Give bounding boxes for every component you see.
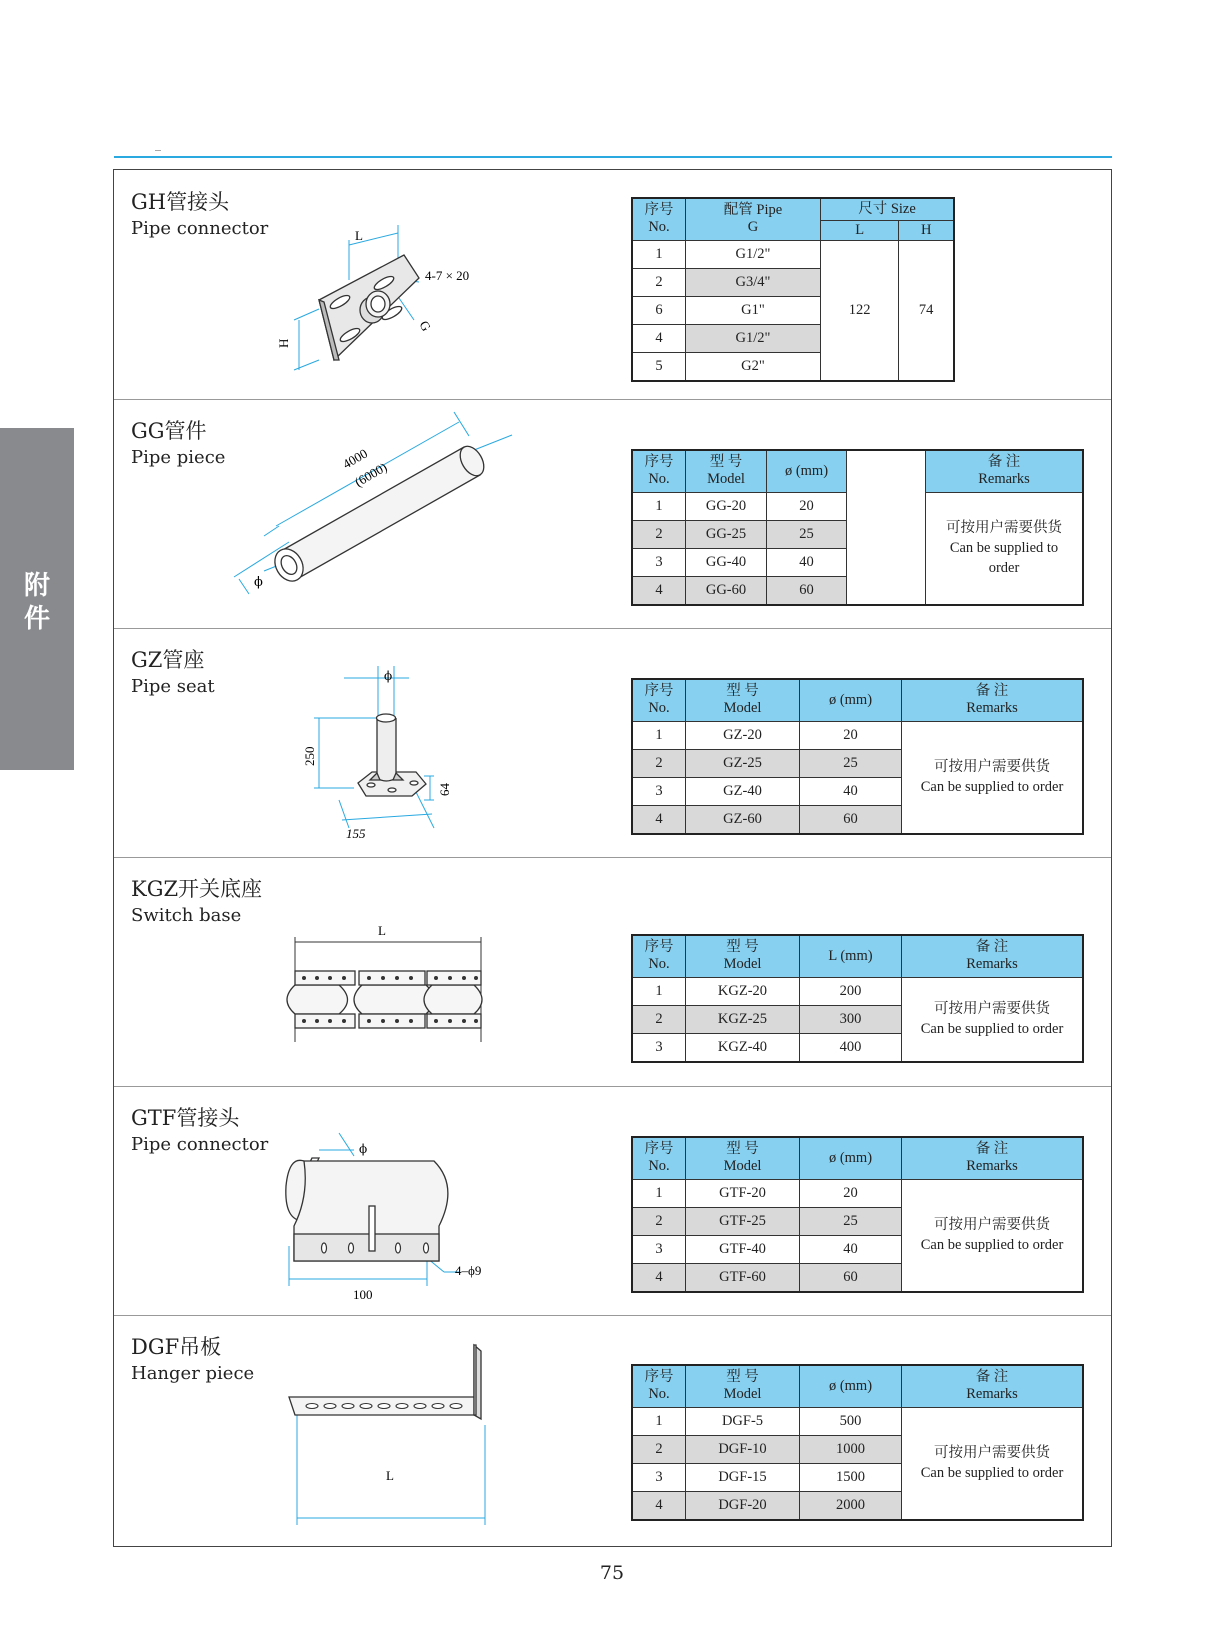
label-diameter: ϕ [254,575,263,590]
table-cell: 60 [800,805,902,834]
remarks-cell: 可按用户需要供货 Can be supplied to order [902,977,1084,1062]
table-cell: 3 [632,1235,686,1263]
table-cell: 25 [767,520,847,548]
section-gtf [114,1086,1111,1316]
header-no: 序号 No. [632,450,686,492]
side-tab-char-2: 件 [23,604,50,634]
table-cell: 1 [632,1407,686,1435]
table-cell: 2 [632,520,686,548]
header-no: 序号 No. [632,198,686,240]
size-L-value: 122 [821,240,899,381]
header-diameter: ø (mm) [800,1365,902,1407]
page-number: 75 [599,1562,625,1584]
header-remarks: 备 注 Remarks [902,679,1084,721]
table-row [632,721,1083,749]
table-cell: G3/4" [686,268,821,296]
table-cell: 5 [632,352,686,381]
section-title: DGF吊板 [131,1335,222,1359]
header-no: 序号 No. [632,679,686,721]
header-tick [155,150,161,151]
table-cell: 4 [632,1491,686,1520]
size-H-value: 74 [899,240,954,381]
table-cell: 300 [800,1005,902,1033]
catalog-frame [113,169,1112,1547]
table-cell: 1 [632,240,686,268]
remarks-cell: 可按用户需要供货 Can be supplied to order [902,1407,1084,1520]
table-cell: G2" [686,352,821,381]
hanger-piece-drawing [114,1315,594,1544]
header-model: 型 号 Model [686,1365,800,1407]
table-cell: 60 [767,576,847,605]
spec-table [631,197,955,382]
table-cell: 2 [632,1207,686,1235]
table-cell: 60 [800,1263,902,1292]
label-holes: 4–ϕ9 [455,1263,482,1278]
table-cell: 3 [632,1463,686,1491]
table-cell: 500 [800,1407,902,1435]
table-cell: DGF-5 [686,1407,800,1435]
table-cell: 2 [632,1435,686,1463]
table-cell: 1 [632,977,686,1005]
section-gh [114,170,1111,400]
table-cell: DGF-15 [686,1463,800,1491]
table-cell: DGF-20 [686,1491,800,1520]
label-L: L [355,228,363,243]
section-gg [114,399,1111,629]
section-subtitle: Pipe connector [131,218,269,239]
header-remarks: 备 注 Remarks [902,1137,1084,1179]
pipe-connector-drawing [114,170,594,399]
spec-table [631,1364,1084,1521]
table-cell: 6 [632,296,686,324]
table-cell: 2000 [800,1491,902,1520]
spec-table [631,1136,1084,1293]
table-cell: 1500 [800,1463,902,1491]
switch-base-drawing [114,857,594,1086]
header-remarks: 备 注 Remarks [902,1365,1084,1407]
table-cell: 20 [800,721,902,749]
spec-table [631,678,1084,835]
header-size-L: L [821,220,899,240]
label-diameter: ϕ [384,669,393,683]
table-cell: DGF-10 [686,1435,800,1463]
label-depth: 64 [437,783,452,796]
header-model: 型 号 Model [686,935,800,977]
label-holes: 4-7 × 20 [425,268,470,283]
table-cell: 1 [632,721,686,749]
table-cell: GZ-25 [686,749,800,777]
header-diameter: ø (mm) [800,1137,902,1179]
table-cell: 20 [767,492,847,520]
table-cell: 400 [800,1033,902,1062]
table-row [632,1407,1083,1435]
table-cell: GG-20 [686,492,767,520]
remarks-cell: 可按用户需要供货 Can be supplied to order [902,1179,1084,1292]
header-size: 尺寸 Size [821,198,955,220]
table-cell: GG-25 [686,520,767,548]
header-no: 序号 No. [632,1137,686,1179]
label-width: 155 [346,826,366,841]
section-kgz [114,857,1111,1087]
header-model: 型 号 Model [686,1137,800,1179]
table-cell: 3 [632,777,686,805]
table-cell: KGZ-20 [686,977,800,1005]
table-cell: GZ-60 [686,805,800,834]
remarks-cell: 可按用户需要供货 Can be supplied to order [926,492,1084,605]
section-title: GG管件 [131,419,207,443]
table-cell: 4 [632,576,686,605]
table-cell: GTF-25 [686,1207,800,1235]
header-rule [114,156,1112,158]
table-row [632,1179,1083,1207]
table-cell: GTF-20 [686,1179,800,1207]
header-pipe: 配管 Pipe G [686,198,821,240]
table-cell: 200 [800,977,902,1005]
section-subtitle: Pipe connector [131,1134,269,1155]
table-cell: 4 [632,805,686,834]
label-G: G [416,318,435,334]
header-diameter: ø (mm) [800,679,902,721]
section-title: GTF管接头 [131,1106,240,1130]
section-subtitle: Pipe seat [131,676,215,697]
label-diameter: ϕ [359,1142,368,1156]
section-gz [114,628,1111,858]
section-subtitle: Pipe piece [131,447,226,468]
table-cell [847,450,926,605]
label-length-alt: (6000) [352,459,390,490]
label-L: L [378,923,386,938]
table-cell: G1" [686,296,821,324]
table-cell: 4 [632,324,686,352]
section-title: GH管接头 [131,190,230,214]
label-H: H [276,338,291,348]
table-cell: 2 [632,268,686,296]
label-width: 100 [353,1287,373,1302]
table-cell: 25 [800,749,902,777]
side-tab-char-1: 附 [23,571,50,601]
table-cell: 4 [632,1263,686,1292]
table-cell: 40 [767,548,847,576]
table-cell: GTF-60 [686,1263,800,1292]
gtf-connector-drawing [114,1086,594,1315]
remarks-cell: 可按用户需要供货 Can be supplied to order [902,721,1084,834]
label-L: L [386,1468,394,1483]
table-cell: 40 [800,1235,902,1263]
header-diameter: ø (mm) [767,450,847,492]
table-cell: 20 [800,1179,902,1207]
table-cell: 25 [800,1207,902,1235]
section-title: KGZ开关底座 [131,877,263,901]
table-cell: 1 [632,492,686,520]
header-no: 序号 No. [632,935,686,977]
side-tab [0,428,74,770]
spec-table [631,934,1084,1063]
section-title: GZ管座 [131,648,205,672]
table-cell: 3 [632,548,686,576]
pipe-piece-drawing [114,399,594,628]
header-no: 序号 No. [632,1365,686,1407]
header-remarks: 备 注 Remarks [926,450,1084,492]
table-cell: KGZ-40 [686,1033,800,1062]
table-cell: GZ-20 [686,721,800,749]
table-cell: 2 [632,749,686,777]
table-cell: 1 [632,1179,686,1207]
table-cell: 1000 [800,1435,902,1463]
table-cell: GTF-40 [686,1235,800,1263]
header-size-H: H [899,220,954,240]
table-cell: GG-60 [686,576,767,605]
table-cell: KGZ-25 [686,1005,800,1033]
header-model: 型 号 Model [686,450,767,492]
table-cell: GG-40 [686,548,767,576]
header-length: L (mm) [800,935,902,977]
spec-table [631,449,1084,606]
header-model: 型 号 Model [686,679,800,721]
table-cell: 40 [800,777,902,805]
table-row [632,977,1083,1005]
table-cell: G1/2" [686,324,821,352]
label-length: 4000 [340,445,371,472]
section-subtitle: Switch base [131,905,242,926]
pipe-seat-drawing [114,628,594,857]
table-cell: 3 [632,1033,686,1062]
section-subtitle: Hanger piece [131,1363,255,1384]
section-dgf [114,1315,1111,1544]
table-row [632,240,954,268]
table-cell: GZ-40 [686,777,800,805]
table-cell: G1/2" [686,240,821,268]
table-cell: 2 [632,1005,686,1033]
label-height: 250 [302,746,317,766]
header-remarks: 备 注 Remarks [902,935,1084,977]
